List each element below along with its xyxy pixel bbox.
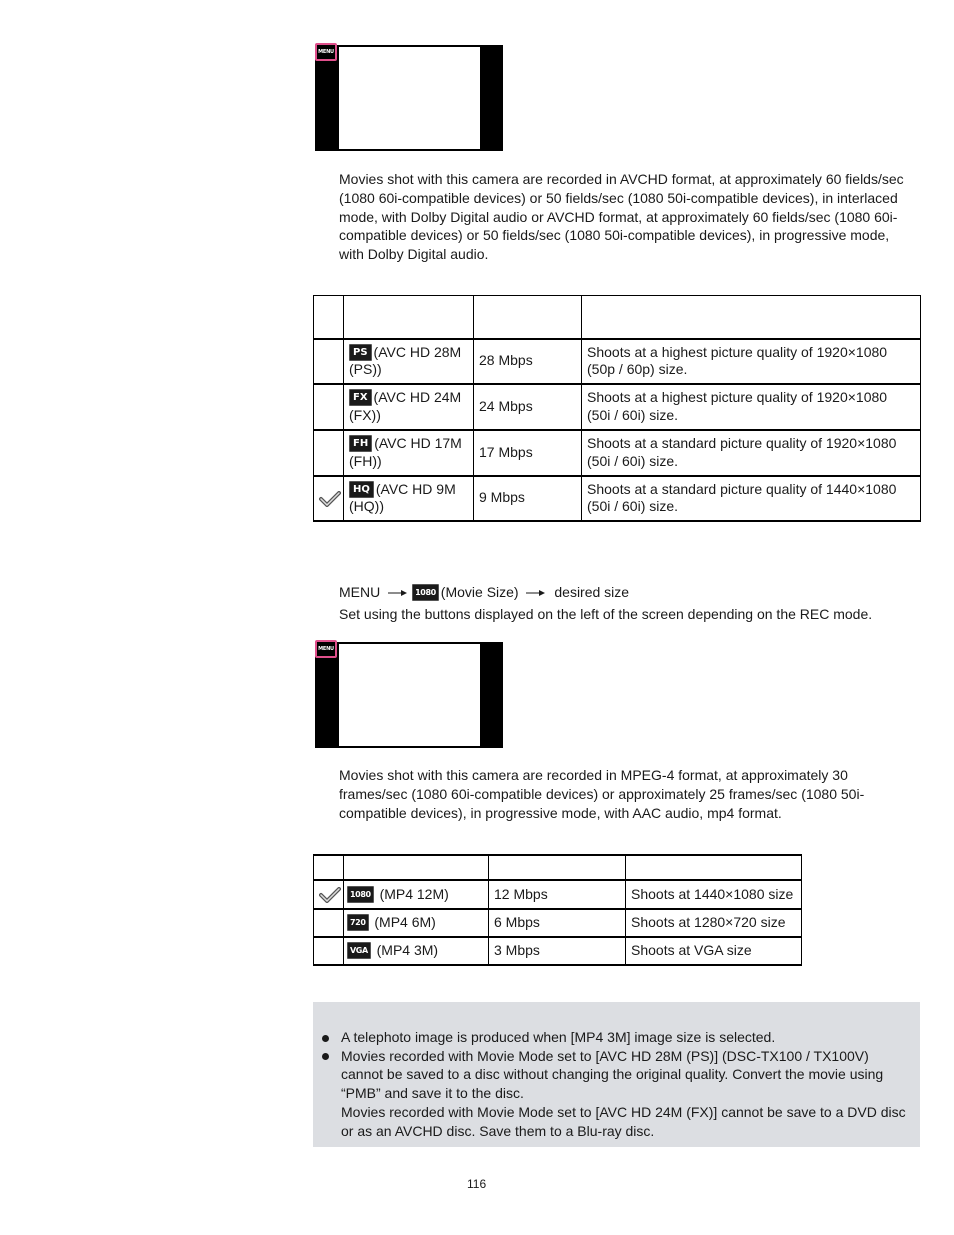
size-name-code: (PS)) <box>349 361 382 377</box>
description-line: (50i / 60i) size. <box>587 452 679 469</box>
avchd-description-line: Movies shot with this camera are recorded in AVCHD format, at approximately 60 fields/sec <box>339 171 904 187</box>
movie-size-name-cell <box>344 384 474 430</box>
camera-screen-image <box>315 642 503 748</box>
movie-size-name-cell <box>344 937 489 965</box>
description-line: (50i / 60i) size. <box>587 498 679 514</box>
header-cell <box>344 296 474 339</box>
size-name: (AVC HD 28M <box>373 343 462 360</box>
ps-icon: PS <box>349 344 372 361</box>
menu-button[interactable] <box>315 640 337 658</box>
bitrate-cell: 6 Mbps <box>489 909 626 937</box>
description-cell: Shoots at VGA size <box>626 937 802 965</box>
notes-list <box>320 1028 920 1140</box>
description-line: (50p / 60p) size. <box>587 361 688 377</box>
bullet-icon <box>322 1035 329 1042</box>
fx-icon: FX <box>349 389 372 406</box>
avchd-description <box>339 170 929 264</box>
mp4-vga-icon: VGA <box>347 942 371 959</box>
mp4-description-line: compatible devices), in progressive mode, with AAC audio, mp4 format. <box>339 804 782 821</box>
menu-button-label: MENU <box>318 49 334 55</box>
mp4-1080-icon: 1080 <box>347 886 374 903</box>
menu-button-label: MENU <box>318 646 334 652</box>
movie-size-name-cell <box>344 909 489 937</box>
procedure-desired-size: desired size <box>554 584 630 600</box>
table-header-row <box>314 855 802 880</box>
movie-size-name-cell <box>344 880 489 909</box>
default-marker-cell <box>314 880 344 909</box>
menu-procedure <box>339 584 629 601</box>
table-row <box>314 909 802 937</box>
description-line: (50i / 60i) size. <box>587 406 679 423</box>
arrow-right-icon <box>526 589 546 597</box>
default-marker-cell <box>314 339 344 384</box>
description-cell <box>582 339 921 384</box>
table-header-row <box>314 296 921 339</box>
description-cell: Shoots at 1280×720 size <box>626 909 802 937</box>
note-text: Movies recorded with Movie Mode set to [AVC HD 28M (PS)] (DSC-TX100 / TX100V) <box>341 1047 869 1064</box>
mp4-720-icon: 720 <box>347 914 369 931</box>
fh-icon: FH <box>349 435 372 452</box>
note-item <box>320 1028 920 1047</box>
header-cell <box>489 855 626 880</box>
avchd-description-line: compatible devices) or 50 fields/sec (1080 50i-compatible devices), in progressive mode, <box>339 227 890 244</box>
screen-display-area <box>339 47 480 149</box>
header-cell <box>314 855 344 880</box>
note-item <box>320 1047 920 1141</box>
menu-button[interactable] <box>315 43 337 61</box>
size-name: (MP4 12M) <box>379 885 449 902</box>
default-marker-cell <box>314 937 344 965</box>
table-row <box>314 937 802 965</box>
procedure-note: Set using the buttons displayed on the left of the screen depending on the REC mode. <box>339 606 873 622</box>
description-line: Shoots at a highest picture quality of 1920×1080 <box>587 389 888 405</box>
header-cell <box>314 296 344 339</box>
bullet-icon <box>322 1053 329 1060</box>
default-marker-cell <box>314 909 344 937</box>
checkmark-icon <box>319 491 341 507</box>
bitrate-cell: 9 Mbps <box>474 476 582 521</box>
size-name: (MP4 3M) <box>376 942 439 959</box>
mp4-description-line: frames/sec (1080 60i-compatible devices) or approximately 25 frames/sec (1080 50i- <box>339 785 865 802</box>
description-cell <box>582 430 921 476</box>
mp4-movie-size-table <box>313 854 802 966</box>
bitrate-cell: 3 Mbps <box>489 937 626 965</box>
header-cell <box>626 855 802 880</box>
notes-box <box>313 1002 920 1147</box>
description-cell: Shoots at 1440×1080 size <box>626 880 802 909</box>
size-name-code: (HQ)) <box>349 498 384 514</box>
description-line: Shoots at a standard picture quality of 1920×1080 <box>587 435 897 451</box>
mp4-description <box>339 766 929 822</box>
size-name-code: (FH)) <box>349 452 382 469</box>
size-name: (AVC HD 9M <box>375 480 456 497</box>
movie-size-name-cell <box>344 339 474 384</box>
screen-display-area <box>339 644 480 746</box>
movie-size-name-cell <box>344 430 474 476</box>
default-marker-cell <box>314 430 344 476</box>
procedure-movie-size: (Movie Size) <box>440 584 519 600</box>
avchd-movie-size-table <box>313 295 921 522</box>
mp4-description-line: Movies shot with this camera are recorded in MPEG-4 format, at approximately 30 <box>339 767 848 783</box>
header-cell <box>582 296 921 339</box>
avchd-description-line: mode, with Dolby Digital audio or AVCHD format, at approximately 60 fields/sec (1080 60i- <box>339 208 898 225</box>
description-line: Shoots at a highest picture quality of 1920×1080 <box>587 343 888 360</box>
arrow-right-icon <box>388 589 408 597</box>
bitrate-cell: 24 Mbps <box>474 384 582 430</box>
description-line: Shoots at a standard picture quality of 1440×1080 <box>587 480 897 497</box>
avchd-description-line: (1080 60i-compatible devices) or 50 fields/sec (1080 50i-compatible devices), in interlaced <box>339 189 898 206</box>
avchd-description-line: with Dolby Digital audio. <box>339 246 489 263</box>
note-text: cannot be saved to a disc without changing the original quality. Convert the movie using <box>341 1066 884 1083</box>
table-row <box>314 880 802 909</box>
default-marker-cell <box>314 384 344 430</box>
size-name-code: (FX)) <box>349 406 381 423</box>
camera-screen-image <box>315 45 503 151</box>
description-cell <box>582 384 921 430</box>
bitrate-cell: 17 Mbps <box>474 430 582 476</box>
procedure-menu: MENU <box>339 584 381 600</box>
movie-size-name-cell <box>344 476 474 521</box>
note-text: or as an AVCHD disc. Save them to a Blu-ray disc. <box>341 1122 655 1139</box>
header-cell <box>474 296 582 339</box>
table-row <box>314 339 921 384</box>
checkmark-icon <box>319 887 341 903</box>
movie-size-1080-icon: 1080 <box>412 584 439 601</box>
size-name: (AVC HD 24M <box>373 389 462 405</box>
default-marker-cell <box>314 476 344 521</box>
header-cell <box>344 855 489 880</box>
size-name: (AVC HD 17M <box>374 435 462 451</box>
hq-icon: HQ <box>349 481 374 498</box>
description-cell <box>582 476 921 521</box>
table-row <box>314 430 921 476</box>
size-name: (MP4 6M) <box>374 914 436 931</box>
note-text: Movies recorded with Movie Mode set to [AVC HD 24M (FX)] cannot be save to a DVD disc <box>341 1103 906 1120</box>
page-number: 116 <box>467 1177 487 1191</box>
note-text: A telephoto image is produced when [MP4 3M] image size is selected. <box>341 1029 776 1045</box>
table-row <box>314 384 921 430</box>
note-text: “PMB” and save it to the disc. <box>341 1085 524 1102</box>
table-row <box>314 476 921 521</box>
bitrate-cell: 28 Mbps <box>474 339 582 384</box>
bitrate-cell: 12 Mbps <box>489 880 626 909</box>
